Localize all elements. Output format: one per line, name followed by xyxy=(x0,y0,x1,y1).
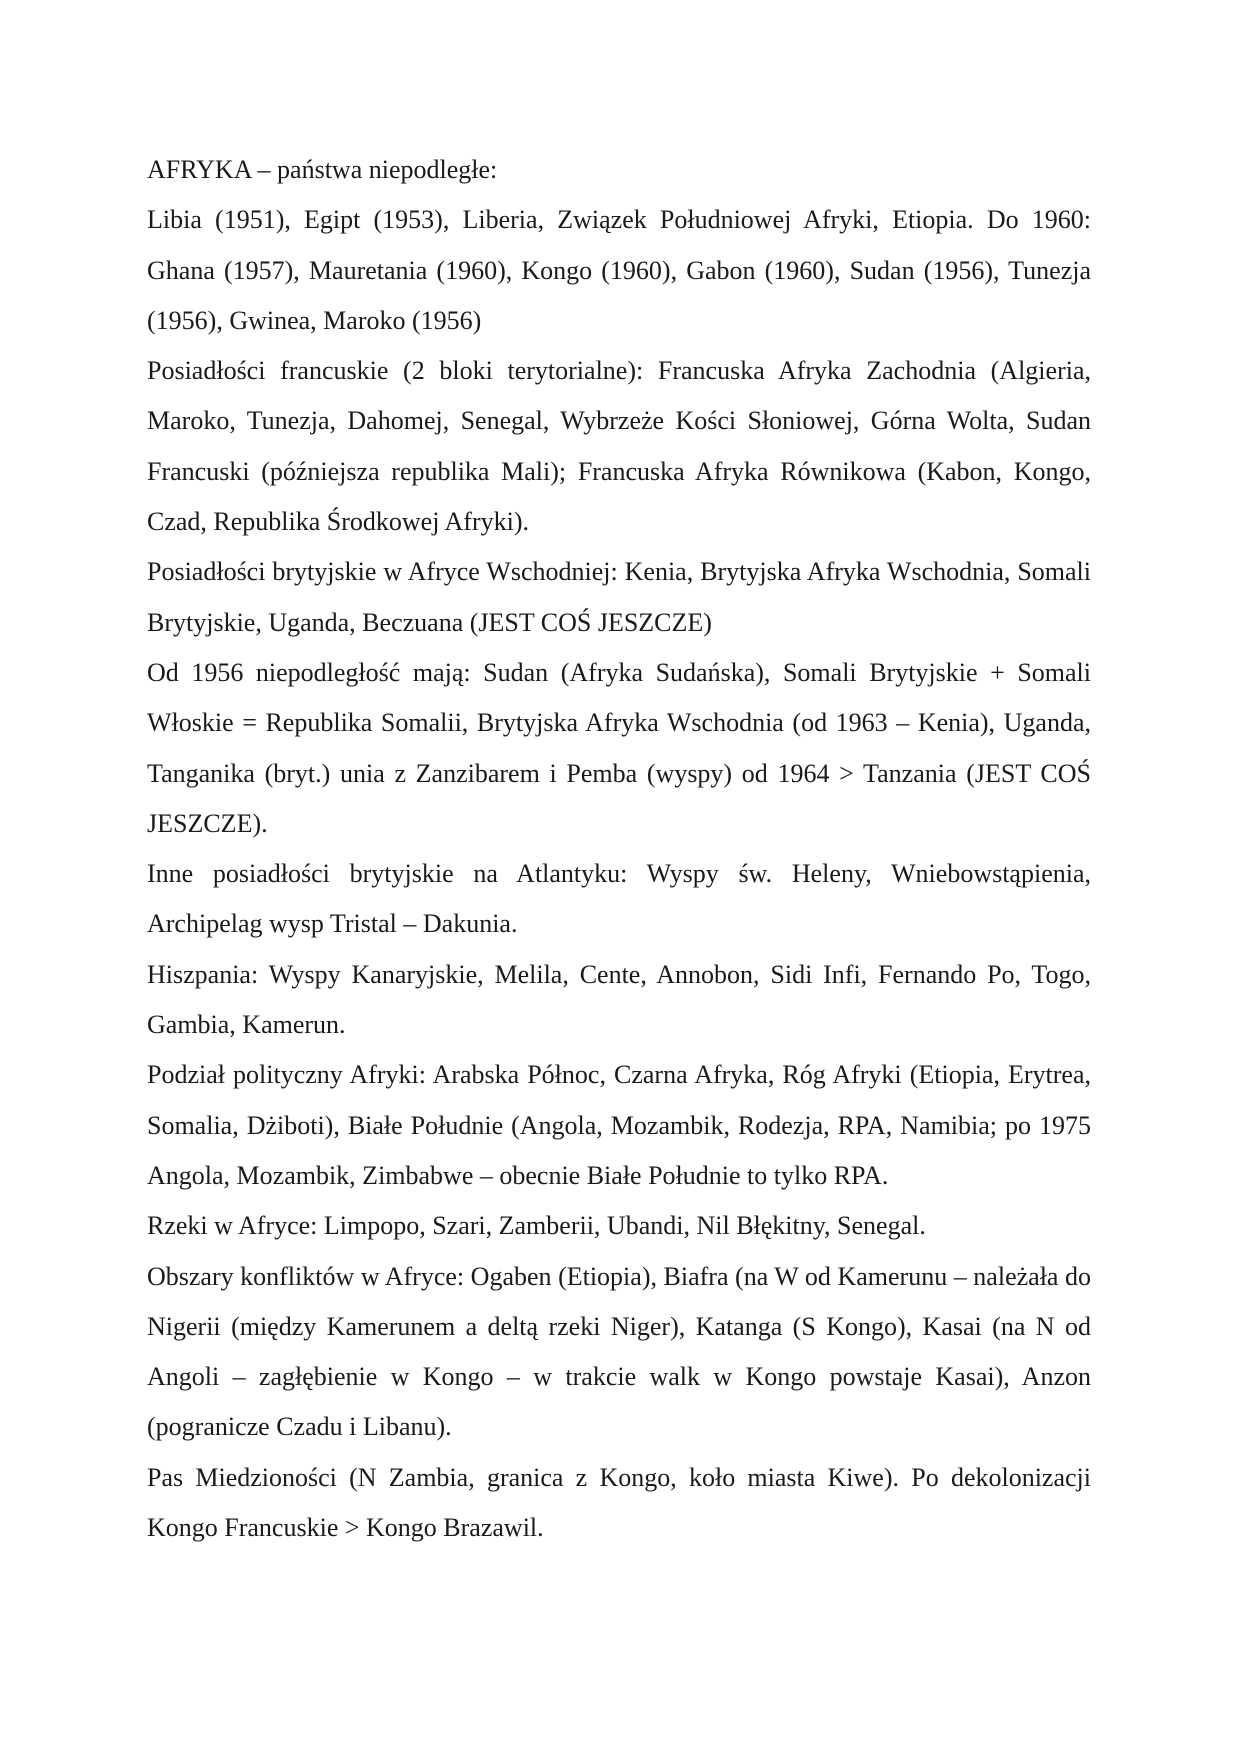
heading-paragraph: AFRYKA – państwa niepodległe: xyxy=(147,155,498,184)
paragraph-british-atlantic: Inne posiadłości brytyjskie na Atlantyku: Wyspy św. Heleny, Wniebowstąpienia, Archipelag wysp Tristal – Dakunia. xyxy=(147,859,1091,939)
paragraph-british-east-africa: Posiadłości brytyjskie w Afryce Wschodniej: Kenia, Brytyjska Afryka Wschodnia, Somali Brytyjskie, Uganda, Beczuana (JEST COŚ JESZCZE) xyxy=(147,557,1091,637)
paragraph-french-possessions: Posiadłości francuskie (2 bloki terytorialne): Francuska Afryka Zachodnia (Algieria, Maroko, Tunezja, Dahomej, Senegal, Wybrzeże Kości Słoniowej, Górna Wolta, Sudan Francuski (późniejsza republika Mali); Francuska Afryka Równikowa (Kabon, Kongo, Czad, Republika Środkowej Afryki). xyxy=(147,356,1091,537)
paragraph-independent-states: Libia (1951), Egipt (1953), Liberia, Związek Południowej Afryki, Etiopia. Do 1960: Ghana (1957), Mauretania (1960), Kongo (1960), Gabon (1960), Sudan (1956), Tunezja (1956), Gwinea, Maroko (1956) xyxy=(147,205,1091,335)
paragraph-spain: Hiszpania: Wyspy Kanaryjskie, Melila, Cente, Annobon, Sidi Infi, Fernando Po, Togo, Gambia, Kamerun. xyxy=(147,959,1091,1040)
paragraph-conflict-areas: Obszary konfliktów w Afryce: Ogaben (Etiopia), Biafra (na W od Kamerunu – należała do Nigerii (między Kamerunem a deltą rzeki Niger), Katanga (S Kongo), Kasai (na N od Angoli – zagłębienie w Kongo – w trakcie walk w Kongo powstaje Kasai), Anzon (pogranicze Czadu i Libanu). xyxy=(147,1261,1091,1442)
paragraph-independence-1956: Od 1956 niepodległość mają: Sudan (Afryka Sudańska), Somali Brytyjskie + Somali Włoskie = Republika Somalii, Brytyjska Afryka Wschodnia (od 1963 – Kenia), Uganda, Tanganika (bryt.) unia z Zanzibarem i Pemba (wyspy) od 1964 > Tanzania (JEST COŚ JESZCZE). xyxy=(147,657,1091,838)
paragraph-copper-belt: Pas Miedzioności (N Zambia, granica z Kongo, koło miasta Kiwe). Po dekolonizacji Kongo Francuskie > Kongo Brazawil. xyxy=(147,1462,1091,1543)
document-body xyxy=(147,145,1091,1553)
paragraph-rivers: Rzeki w Afryce: Limpopo, Szari, Zamberii, Ubandi, Nil Błękitny, Senegal. xyxy=(147,1211,926,1241)
paragraph-political-division: Podział polityczny Afryki: Arabska Północ, Czarna Afryka, Róg Afryki (Etiopia, Erytrea, Somalia, Dżiboti), Białe Południe (Angola, Mozambik, Rodezja, RPA, Namibia; po 1975 Angola, Mozambik, Zimbabwe – obecnie Białe Południe to tylko RPA. xyxy=(147,1060,1091,1190)
